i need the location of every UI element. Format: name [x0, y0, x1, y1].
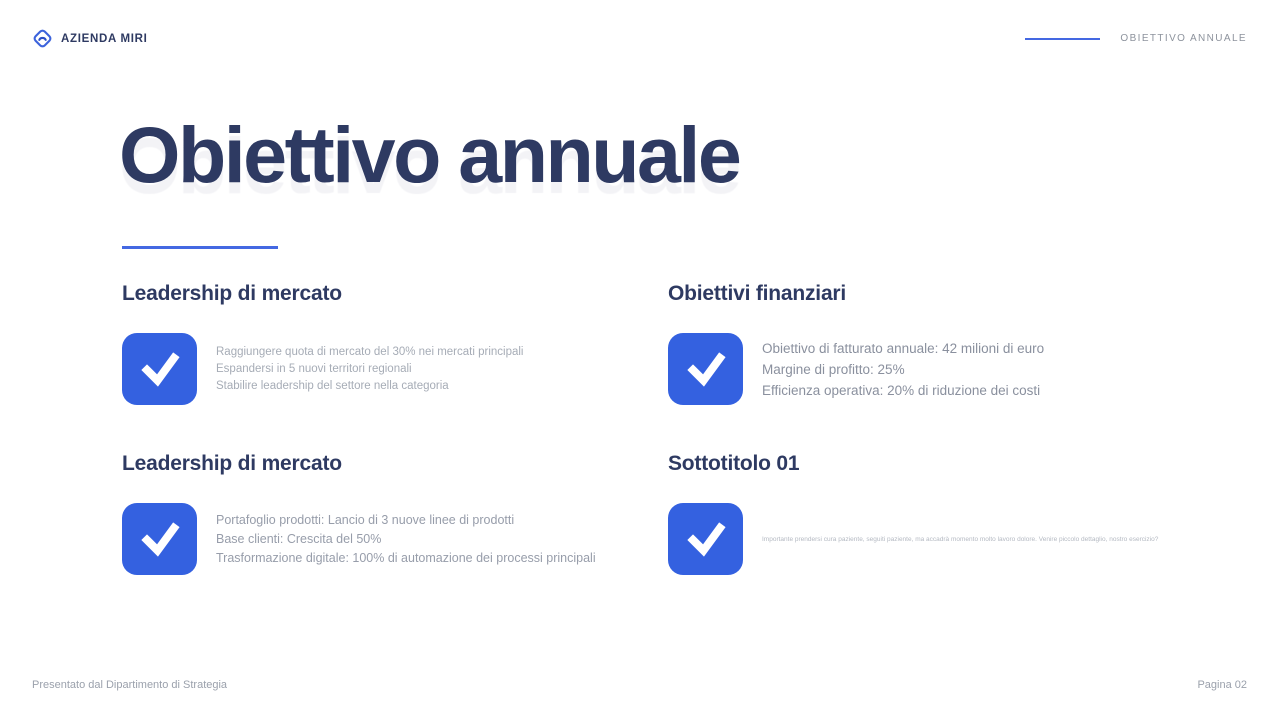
body-line: Importante prendersi cura paziente, seguiti paziente, ma accadrà momento molto lavoro dolore. Venire piccolo dettaglio, nostro esercizio?: [762, 535, 1159, 543]
brand-name: AZIENDA MIRI: [61, 32, 148, 45]
footer-credit: Presentato dal Dipartimento di Strategia: [32, 679, 228, 691]
header-accent-rule: [1025, 38, 1100, 40]
page-title: Obiettivo annuale: [119, 110, 740, 199]
section-leadership-mercato-1: [122, 282, 652, 405]
body-line: Obiettivo di fatturato annuale: 42 milioni di euro: [762, 340, 1045, 356]
body-line: Trasformazione digitale: 100% di automazione dei processi principali: [216, 550, 596, 565]
body-line: Stabilire leadership del settore nella categoria: [216, 379, 449, 392]
check-icon: [122, 503, 197, 575]
section-body: [216, 511, 596, 568]
footer-page-number: Pagina 02: [1197, 679, 1247, 691]
check-icon: [668, 503, 743, 575]
header-page-label: OBIETTIVO ANNUALE: [1120, 33, 1247, 44]
body-line: Efficienza operativa: 20% di riduzione dei costi: [762, 382, 1041, 398]
body-line: Margine di profitto: 25%: [762, 361, 905, 377]
title-accent-rule: [122, 246, 278, 249]
section-heading: Leadership di mercato: [122, 452, 342, 475]
check-icon: [668, 333, 743, 405]
header-page-label-block: [1025, 33, 1247, 44]
body-line: Base clienti: Crescita del 50%: [216, 531, 382, 546]
section-obiettivi-finanziari: [668, 282, 1198, 405]
section-body: [762, 535, 1158, 544]
brand-block: [31, 27, 148, 50]
section-leadership-mercato-2: [122, 452, 652, 575]
section-body: [762, 338, 1044, 401]
check-icon: [122, 333, 197, 405]
section-heading: Sottotitolo 01: [668, 452, 800, 475]
section-body: [216, 344, 523, 395]
diamond-logo-icon: [31, 27, 54, 50]
section-heading: Leadership di mercato: [122, 282, 342, 305]
section-sottotitolo-01: [668, 452, 1198, 575]
body-line: Portafoglio prodotti: Lancio di 3 nuove linee di prodotti: [216, 512, 515, 527]
section-heading: Obiettivi finanziari: [668, 282, 847, 305]
body-line: Espandersi in 5 nuovi territori regionali: [216, 362, 412, 375]
body-line: Raggiungere quota di mercato del 30% nei mercati principali: [216, 345, 524, 358]
